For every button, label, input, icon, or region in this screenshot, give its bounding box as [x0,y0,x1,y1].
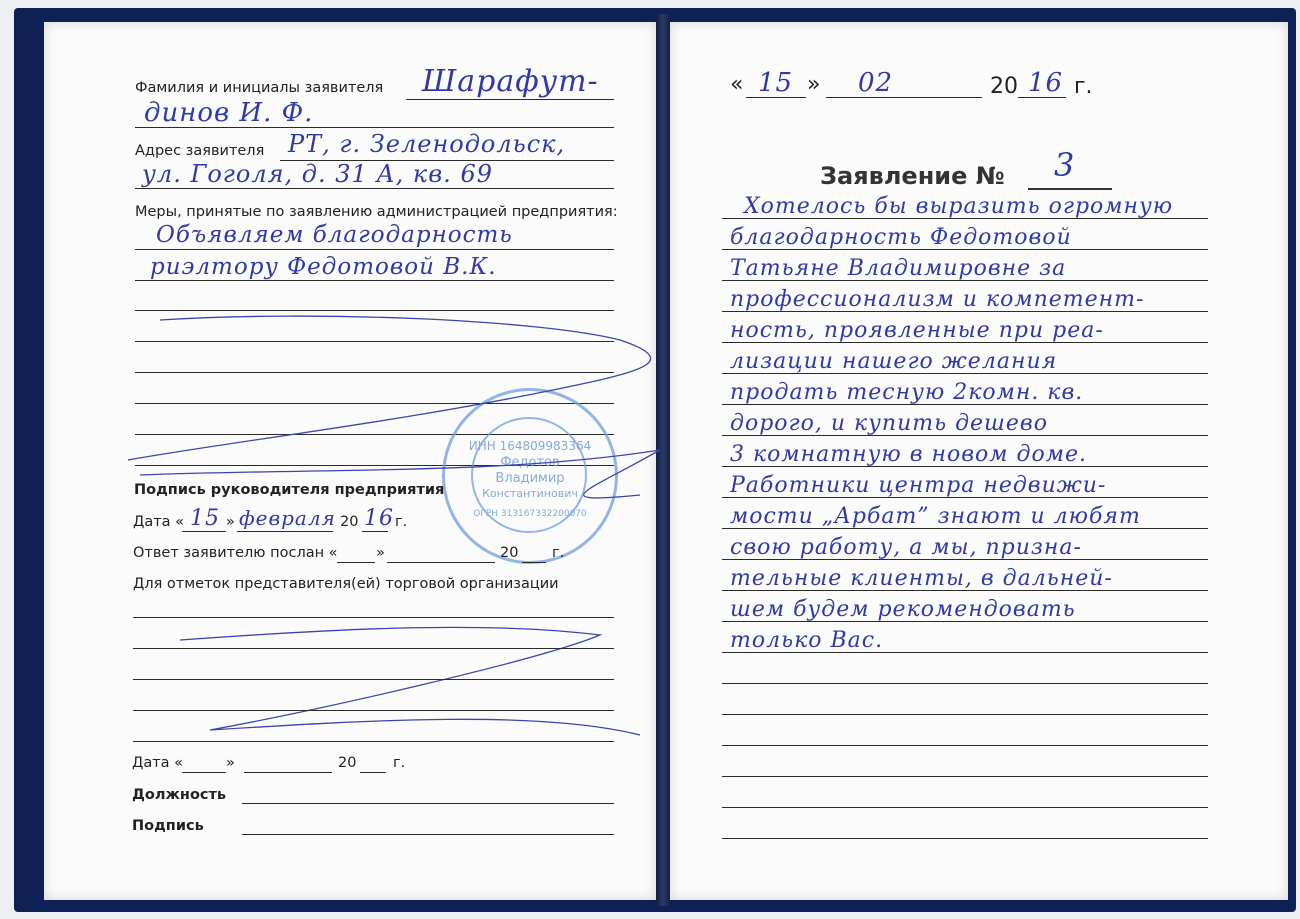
position-label: Должность [132,787,227,803]
stamp-name-1: Федотов [500,455,560,470]
date-day-line [182,531,226,532]
applicant-name-handwriting-2: динов И. Ф. [144,98,314,128]
statement-line: Татьяне Владимировне за [730,256,1067,281]
date-label: Дата « [133,514,185,530]
statement-line: дорого, и купить дешево [730,411,1048,436]
reply-year-line [522,562,546,563]
right-year-prefix: 20 [990,74,1018,99]
right-year-suffix: г. [1074,74,1093,99]
measures-label: Меры, принятые по заявлению администрацией предприятия: [135,204,618,220]
head-signature-label: Подпись руководителя предприятия [134,482,445,498]
ruled-line [722,683,1208,684]
applicant-name-label: Фамилия и инициалы заявителя [135,80,384,96]
right-year-handwriting: 16 [1028,68,1064,98]
date-close-quote: » [807,72,821,97]
right-page [670,22,1288,900]
stamp-name-2: Владимир [495,471,565,486]
statement-line: продать тесную 2комн. кв. [730,380,1084,405]
right-date-month-line [826,97,982,98]
address-line-2 [135,188,614,189]
ruled-line [722,714,1208,715]
trade-org-line-4 [133,710,614,711]
reply-mid-quote: » [376,545,385,561]
date-suffix: г. [395,514,408,530]
reply-day-line [337,562,375,563]
statement-line: ность, проявленные при реа- [730,318,1104,343]
trade-org-label: Для отметок представителя(ей) торговой организации [133,576,559,592]
date2-suffix: г. [393,755,406,771]
date-month-line [237,531,333,532]
date-day-handwriting: 15 [190,506,220,531]
statement-line: Работники центра недвижи- [730,473,1107,498]
date2-label: Дата « [132,755,184,771]
address-handwriting-1: РТ, г. Зеленодольск, [288,130,566,158]
statement-number-handwriting: 3 [1054,146,1076,184]
reply-year-prefix: 20 [500,545,519,561]
address-label: Адрес заявителя [135,143,265,159]
stamp-name-3: Константинович [482,487,578,500]
statement-line: только Вас. [730,628,884,653]
statement-line: свою работу, а мы, призна- [730,535,1082,560]
statement-line: профессионализм и компетент- [730,287,1145,312]
date-open-quote: « [730,72,744,97]
reply-label: Ответ заявителю послан « [133,545,338,561]
ruled-line [722,776,1208,777]
date-mid-quote: » [226,514,235,530]
ruled-line [722,807,1208,808]
statement-line: благодарность Федотовой [730,225,1072,250]
right-date-month-handwriting: 02 [858,68,894,98]
statement-line: тельные клиенты, в дальней- [730,566,1113,591]
date-year-handwriting: 16 [364,506,394,531]
trade-org-line-1 [133,617,614,618]
statement-line: Хотелось бы выразить огромную [744,194,1174,219]
ruled-line [722,745,1208,746]
position-line [242,803,614,804]
statement-number-line [1028,188,1112,190]
measures-handwriting-2: риэлтору Федотовой В.К. [150,254,497,280]
stamp-inn: ИНН 164809983364 [468,439,592,453]
statement-line: шем будем рекомендовать [730,597,1076,622]
signature-label: Подпись [132,818,204,834]
measures-line-2 [135,280,614,281]
date2-month-line [244,772,332,773]
date2-day-line [182,772,226,773]
right-date-day-handwriting: 15 [758,68,794,98]
date-year-line [362,531,388,532]
statement-line: лизации нашего желания [730,349,1058,374]
ruled-line [722,838,1208,839]
signature-line [242,834,614,835]
reply-month-line [387,562,495,563]
reply-suffix: г. [552,545,565,561]
trade-org-line-3 [133,679,614,680]
date2-mid-quote: » [226,755,235,771]
measures-handwriting-1: Объявляем благодарность [156,222,513,248]
address-handwriting-2: ул. Гоголя, д. 31 А, кв. 69 [142,160,493,188]
applicant-name-line [406,99,614,100]
statement-title: Заявление № [820,162,1005,190]
date-month-handwriting: февраля [239,506,336,530]
trade-org-line-5 [133,741,614,742]
stamp-ogrn: ОГРН 313167332200070 [473,509,587,519]
trade-org-line-2 [133,648,614,649]
left-page [44,22,656,900]
applicant-name-handwriting-1: Шарафут- [422,64,599,99]
date2-year-line [360,772,386,773]
statement-line: мости „Арбат” знают и любят [730,504,1141,529]
statement-line: 3 комнатную в новом доме. [730,442,1087,467]
date-year-prefix: 20 [340,514,359,530]
measures-line-1 [135,249,614,250]
date2-year-prefix: 20 [338,755,357,771]
